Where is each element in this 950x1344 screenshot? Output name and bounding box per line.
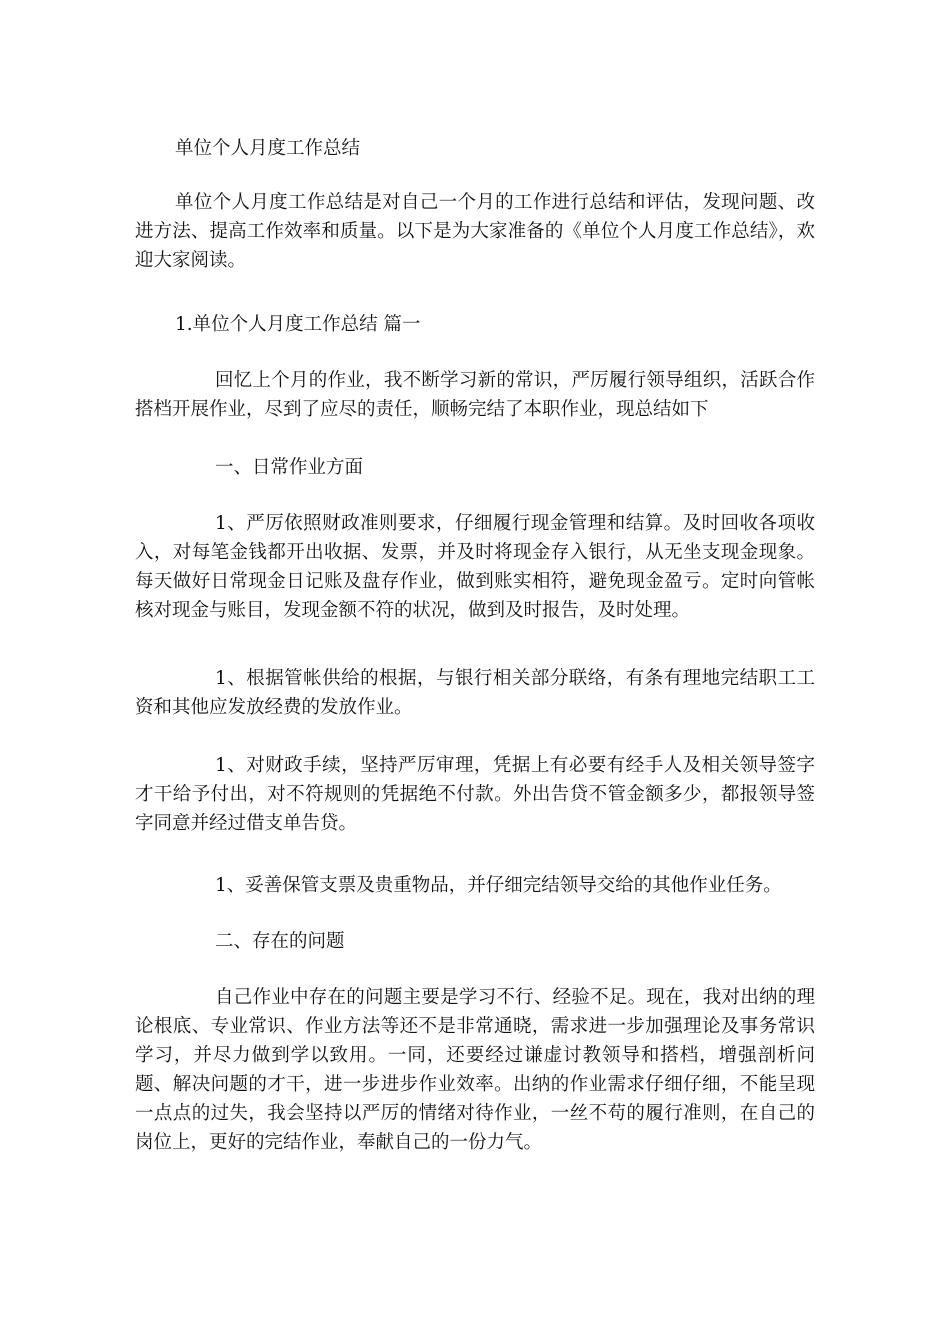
subheading-problems: 二、存在的问题 xyxy=(215,931,345,952)
subheading-daily-work: 一、日常作业方面 xyxy=(215,457,364,478)
paragraph-audit: 1、对财政手续，坚持严厉审理，凭据上有必要有经手人及相关领导签字才干给予付出，对不符规则的凭据绝不付款。外出告贷不管金额多少，都报领导签字同意并经过借支单告贷。 xyxy=(135,755,815,834)
document-title: 单位个人月度工作总结 xyxy=(175,138,361,159)
intro-paragraph: 单位个人月度工作总结是对自己一个月的工作进行总结和评估，发现问题、改进方法、提高工作效率和质量。以下是为大家准备的《单位个人月度工作总结》，欢迎大家阅读。 xyxy=(135,192,815,271)
paragraph-safekeeping: 1、妥善保管支票及贵重物品，并仔细完结领导交给的其他作业任务。 xyxy=(215,875,782,896)
section-heading: 1.单位个人月度工作总结 篇一 xyxy=(175,314,421,335)
paragraph-cash-management: 1、严厉依照财政准则要求，仔细履行现金管理和结算。及时回收各项收入，对每笔金钱都开出收据、发票，并及时将现金存入银行，从无坐支现金现象。每天做好日常现金日记账及盘存作业，做到账实相符，避免现金盈亏。定时向管帐核对现金与账目，发现金额不符的状况，做到及时报告，及时处理。 xyxy=(135,513,815,621)
paragraph-review: 回忆上个月的作业，我不断学习新的常识，严厉履行领导组织，活跃合作搭档开展作业，尽到了应尽的责任，顺畅完结了本职作业，现总结如下 xyxy=(135,370,815,420)
paragraph-payroll: 1、根据管帐供给的根据，与银行相关部分联络，有条有理地完结职工工资和其他应发放经费的发放作业。 xyxy=(135,668,815,718)
paragraph-problems: 自己作业中存在的问题主要是学习不行、经验不足。现在，我对出纳的理论根底、专业常识、作业方法等还不是非常通晓，需求进一步加强理论及事务常识学习，并尽力做到学以致用。一同，还要经过谦虚讨教领导和搭档，增强剖析问题、解决问题的才干，进一步进步作业效率。出纳的作业需求仔细仔细，不能呈现一点点的过失，我会坚持以严厉的情绪对待作业，一丝不苟的履行准则，在自己的岗位上，更好的完结作业，奉献自己的一份力气。 xyxy=(135,987,815,1153)
